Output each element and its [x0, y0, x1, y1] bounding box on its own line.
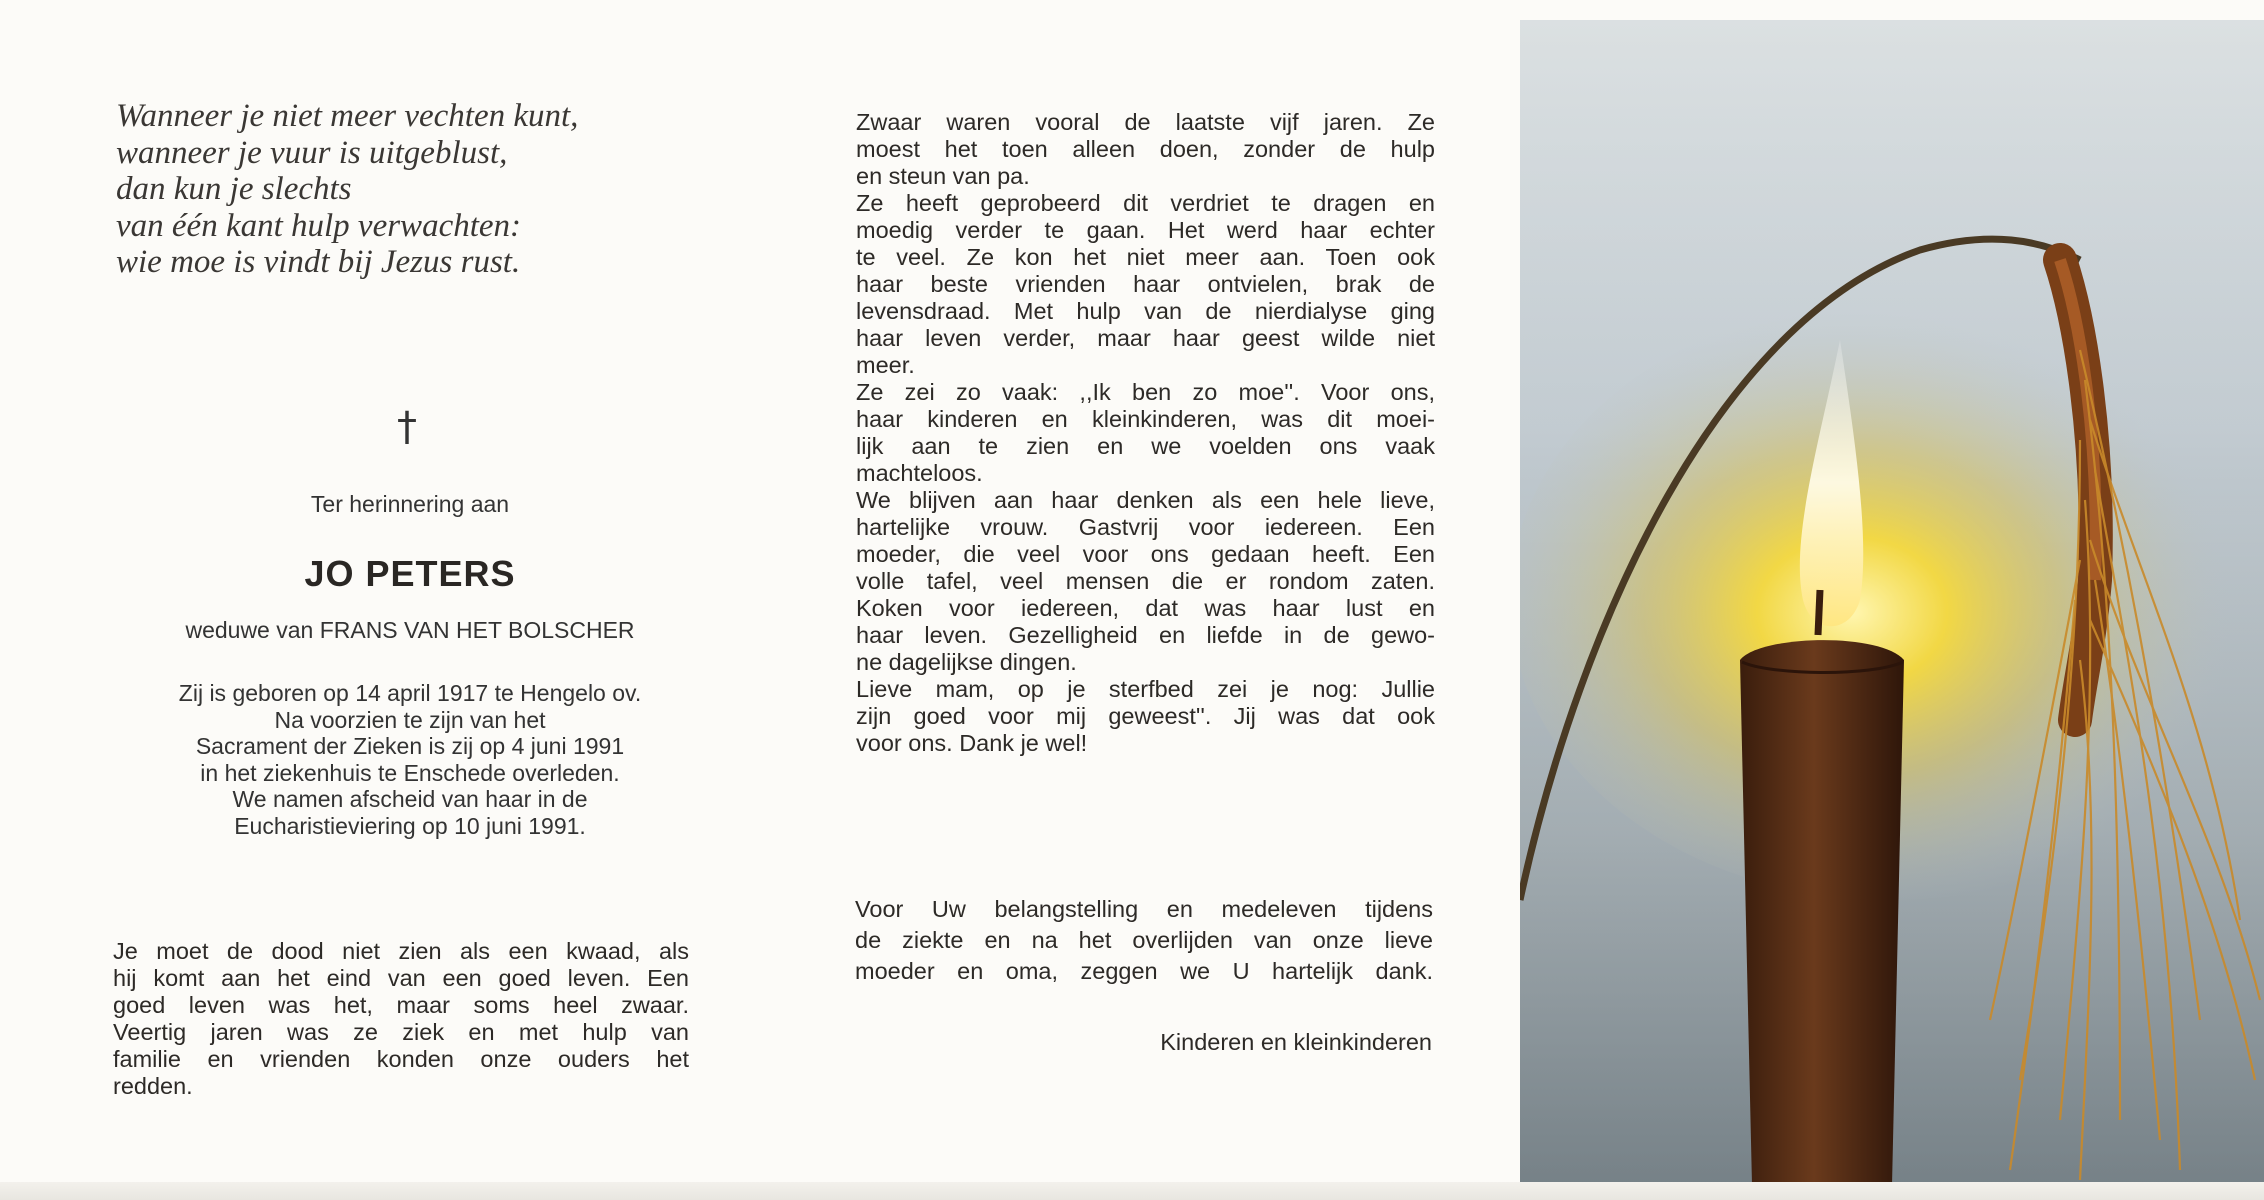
text-line: Ze heeft geprobeerd dit verdriet te dragen en	[856, 190, 1435, 216]
text-line: zijn goed voor mij geweest''. Jij was dat ook	[856, 703, 1435, 729]
text-line: Je moet de dood niet zien als een kwaad, als	[113, 938, 689, 964]
signature: Kinderen en kleinkinderen	[1160, 1029, 1432, 1055]
text-line: lijk aan te zien en we voelden ons vaak	[856, 433, 1435, 459]
text-line: meer.	[856, 352, 915, 378]
bio-line: We namen afscheid van haar in de	[232, 786, 588, 812]
text-line: Koken voor iedereen, dat was haar lust en	[856, 595, 1435, 621]
poem-line: wie moe is vindt bij Jezus rust.	[116, 244, 521, 280]
text-line: Ze zei zo vaak: ,,Ik ben zo moe''. Voor ons,	[856, 379, 1435, 405]
text-line: Lieve mam, op je sterfbed zei je nog: Jullie	[856, 676, 1435, 702]
deceased-name: JO PETERS	[304, 553, 516, 594]
text-line: de ziekte en na het overlijden van onze lieve	[855, 927, 1433, 953]
text-line: volle tafel, veel mensen die er rondom zaten.	[856, 568, 1435, 594]
text-line: levensdraad. Met hulp van de nierdialyse ging	[856, 298, 1435, 324]
text-line: familie en vrienden konden onze ouders het	[113, 1046, 689, 1072]
poem-line: dan kun je slechts	[116, 171, 352, 207]
text-line: redden.	[113, 1073, 193, 1099]
right-paragraph	[856, 109, 1435, 757]
text-line: ne dagelijkse dingen.	[856, 649, 1077, 675]
bio-line: Zij is geboren op 14 april 1917 te Hengelo ov.	[178, 680, 642, 706]
widow-of: weduwe van FRANS VAN HET BOLSCHER	[185, 617, 635, 643]
text-line: moest het toen alleen doen, zonder de hulp	[856, 136, 1435, 162]
bio-line: in het ziekenhuis te Enschede overleden.	[200, 759, 620, 786]
text-line: voor ons. Dank je wel!	[856, 730, 1088, 756]
text-line: moeder, die veel voor ons gedaan heeft. Een	[856, 541, 1435, 567]
text-line: goed leven was het, maar soms heel zwaar.	[113, 992, 689, 1018]
text-line: Zwaar waren vooral de laatste vijf jaren. Ze	[856, 109, 1435, 135]
left-paragraph	[113, 938, 689, 1100]
card-edge	[0, 1182, 2264, 1200]
text-line: Veertig jaren was ze ziek en met hulp van	[113, 1019, 689, 1045]
text-line: haar leven. Gezelligheid en liefde in de gewo-	[856, 622, 1435, 648]
poem-line: van één kant hulp verwachten:	[116, 207, 522, 244]
in-memory-label: Ter herinnering aan	[310, 491, 510, 517]
cross-icon: †	[397, 404, 417, 450]
poem-line: wanneer je vuur is uitgeblust,	[116, 134, 508, 171]
text-line: hartelijke vrouw. Gastvrij voor iedereen. Een	[856, 514, 1435, 540]
candle-wheat-photo	[1520, 20, 2264, 1185]
text-line: en steun van pa.	[856, 163, 1030, 189]
text-line: machteloos.	[856, 460, 983, 486]
text-line: haar kinderen en kleinkinderen, was dit moei-	[856, 406, 1435, 432]
poem	[116, 98, 716, 281]
bio-line: Eucharistieviering op 10 juni 1991.	[234, 812, 586, 839]
biography	[110, 680, 710, 839]
text-line: haar leven verder, maar haar geest wilde niet	[856, 325, 1435, 351]
text-line: haar beste vrienden haar ontvielen, brak de	[856, 271, 1435, 297]
text-line: Voor Uw belangstelling en medeleven tijdens	[855, 896, 1433, 922]
text-line: hij komt aan het eind van een goed leven. Een	[113, 965, 689, 991]
candle-wheat-image	[1520, 20, 2264, 1185]
poem-line: Wanneer je niet meer vechten kunt,	[116, 98, 579, 134]
text-line: te veel. Ze kon het niet meer aan. Toen ook	[856, 244, 1435, 270]
bio-line: Na voorzien te zijn van het	[274, 706, 546, 733]
text-line: moeder en oma, zeggen we U hartelijk dank.	[855, 958, 1433, 984]
bio-line: Sacrament der Zieken is zij op 4 juni 1991	[195, 733, 625, 759]
thanks-paragraph	[855, 894, 1433, 987]
text-line: We blijven aan haar denken als een hele lieve,	[856, 487, 1435, 513]
text-line: moedig verder te gaan. Het werd haar echter	[856, 217, 1435, 243]
